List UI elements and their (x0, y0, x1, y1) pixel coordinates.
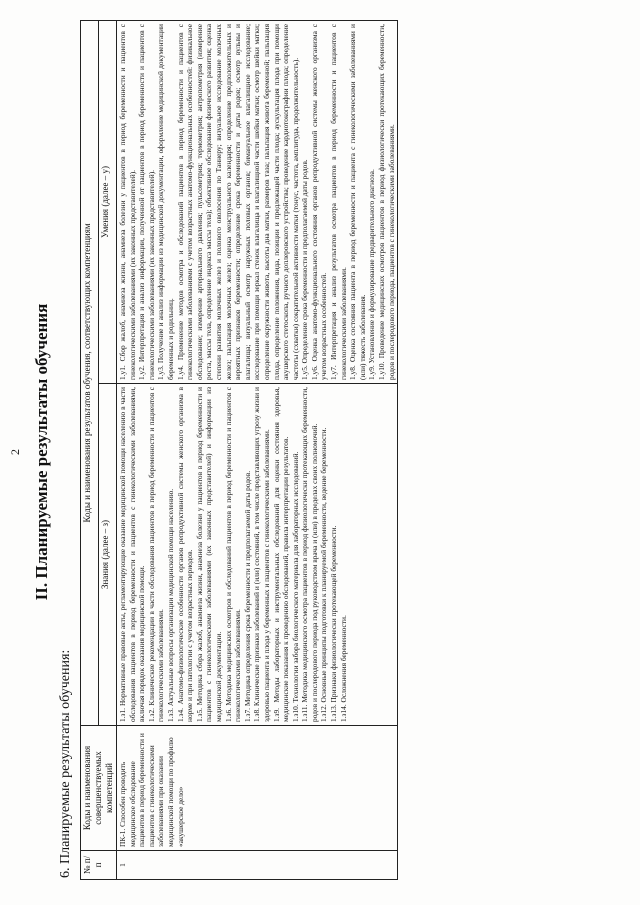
rotated-content (10, 12, 630, 892)
knowledge-item: 1.з10. Технологии забора биологического материала для лабораторных исследований. (290, 451, 300, 722)
table-header-row (81, 21, 99, 880)
knowledge-item: 1.з3. Актуальные вопросы организации медицинской помощи населению. (165, 488, 175, 722)
knowledge-item: 1.з1. Нормативные правовые акты, регламентирующие оказание медицинской помощи населению в части обследования пациентов в период беременности и пациентов с гинекологическими заболеваниями, включая порядок оказания медицинской помощи. (118, 387, 147, 722)
knowledge-item: 1.з14. Осложнения беременности. (338, 615, 348, 722)
knowledge-item: 1.з4. Анатомо-физиологические особенности органов репродуктивной системы женского организма в норме и при патологии с учетом возрастных периодов. (175, 387, 195, 722)
skill-item: 1.у3. Получение и анализ информации из медицинской документации, оформление медицинской документации беременных и родильниц. (156, 24, 175, 380)
results-table (80, 20, 398, 880)
page-header-title: II. Планируемые результаты обучения (32, 303, 51, 601)
skill-item: 1.у10. Проведение медицинских осмотров пациентов в период физиологически протекающих беременности, родов и послеродового периода, пациентов с гинекологическими заболеваниями. (377, 24, 396, 380)
page-number: 2 (8, 449, 22, 455)
row-number: 1 (117, 851, 398, 880)
header-num: № п/п (81, 851, 117, 880)
header-results-group: Коды и наименования результатов обучения, соответствующих компетенциям (81, 21, 99, 726)
section-title: 6. Планируемые результаты обучения: (58, 649, 73, 878)
knowledge-item: 1.з12. Основные принципы подготовки к планируемой беременности, ведение беременности. (319, 427, 329, 722)
row-knowledge-list (117, 384, 398, 726)
skill-item: 1.у5. Определение срока беременности и предполагаемой даты родов. (300, 159, 310, 380)
skill-item: 1.у8. Оценка состояния пациента в период беременности и пациента с гинекологическими заболеваниями и (или) тяжесть заболевания. (348, 24, 367, 380)
header-competence: Коды и наименования совершенствуемых компетенций (81, 726, 117, 851)
skill-item: 1.у2. Интерпретация и анализ информации, полученной от пациентов в период беременности и пациентов с гинекологическими заболеваниями (их законных представителей). (137, 24, 156, 380)
header-skills: Умения (далее – у) (99, 21, 117, 384)
skill-item: 1.у9. Установление и формулирование предварительного диагноза. (367, 169, 377, 380)
skill-item: 1.у4. Применение методов осмотра и обследований пациентов в период беременности и пациентов с гинекологическими заболеваниями с учетом возрастных анатомо-функциональных особенностей: физикальное обследование; измерение артериального давления; пульсометрия; термометрия; антропометрия (измерение роста, массы тела, определение индекса массы тела); объективное обследование физического развития; оценка степени развития молочных желез и полового оволосения по Таннеру; визуальное исследование молочных желез; пальпация молочных желез; оценка менструального календаря; определение предположительных и вероятных признаков беременности; определение срока беременности и даты родов; осмотр вульвы и влагалища; визуальный осмотр наружных половых органов; бимануальное влагалищное исследование; исследование при помощи зеркал стенок влагалища и влагалищной части шейки матки; осмотр шейки матки; определение окружности живота, высоты дна матки, размеров таза; пальпация живота беременной; пальпация плода, определение положения, вида, позиции и предлежащей части плода; аускультация плода при помощи акушерского стетоскопа, ручного доплеровского устройства; проведение кардиотокографии плода; определение частоты (схватки) сократительной активности матки (тонус, частота, амплитуда, продолжительность). (175, 24, 300, 380)
row-skills-list (117, 21, 398, 384)
knowledge-item: 1.з7. Методика определения срока беременности и предполагаемой даты родов. (242, 470, 252, 722)
knowledge-item: 1.з2. Клинические рекомендации в части обследования пациентов в период беременности и пациентов с гинекологическими заболеваниями. (146, 387, 166, 722)
knowledge-item: 1.з5. Методика сбора жалоб, анамнеза жизни, анамнеза болезни у пациентов в период беременности и пациентов с гинекологическими заболеваниями (их законных представителей) и информации из медицинской документации. (194, 387, 223, 722)
row-competence: ПК-1. Способен проводить медицинское обследование пациентов в период беременности и пациентов с гинекологическими заболеваниями при оказании медицинской помощи по профилю «акушерское дело» (117, 726, 398, 851)
knowledge-item: 1.з13. Признаки физиологически протекающей беременности. (329, 525, 339, 722)
header-knowledge: Знания (далее – з) (99, 384, 117, 726)
skill-item: 1.у6. Оценка анатомо-функционального состояния органов репродуктивной системы женского организма с учетом возрастных особенностей. (309, 24, 329, 380)
knowledge-item: 1.з9. Методы лабораторных и инструментальных обследований для оценки состояния здоровья, медицинские показания к проведению обследований, правила интерпретации результатов. (271, 387, 291, 722)
knowledge-item: 1.з6. Методика медицинских осмотров и обследований пациентов в период беременности и пациентов с гинекологическими заболеваниями. (223, 387, 243, 722)
knowledge-item: 1.з8. Клинические признаки заболеваний и (или) состояний, в том числе представляющих угрозу жизни и здоровью пациента и плода у беременных и пациентов с гинекологическими заболеваниями. (252, 387, 271, 722)
skill-item: 1.у7. Интерпретация и анализ результатов осмотра пациентов в период беременности и пациентов с гинекологическими заболеваниями. (329, 24, 348, 380)
table-row (117, 21, 398, 880)
knowledge-item: 1.з11. Методика медицинского осмотра пациентов в период физиологически протекающих беременности, родов и послеродового периода под руководством врача и (или) в пределах своих полномочий. (300, 387, 319, 722)
skill-item: 1.у1. Сбор жалоб, анамнеза жизни, анамнеза болезни у пациентов в период беременности и пациентов с гинекологическими заболеваниями (их законных представителей). (118, 24, 137, 380)
